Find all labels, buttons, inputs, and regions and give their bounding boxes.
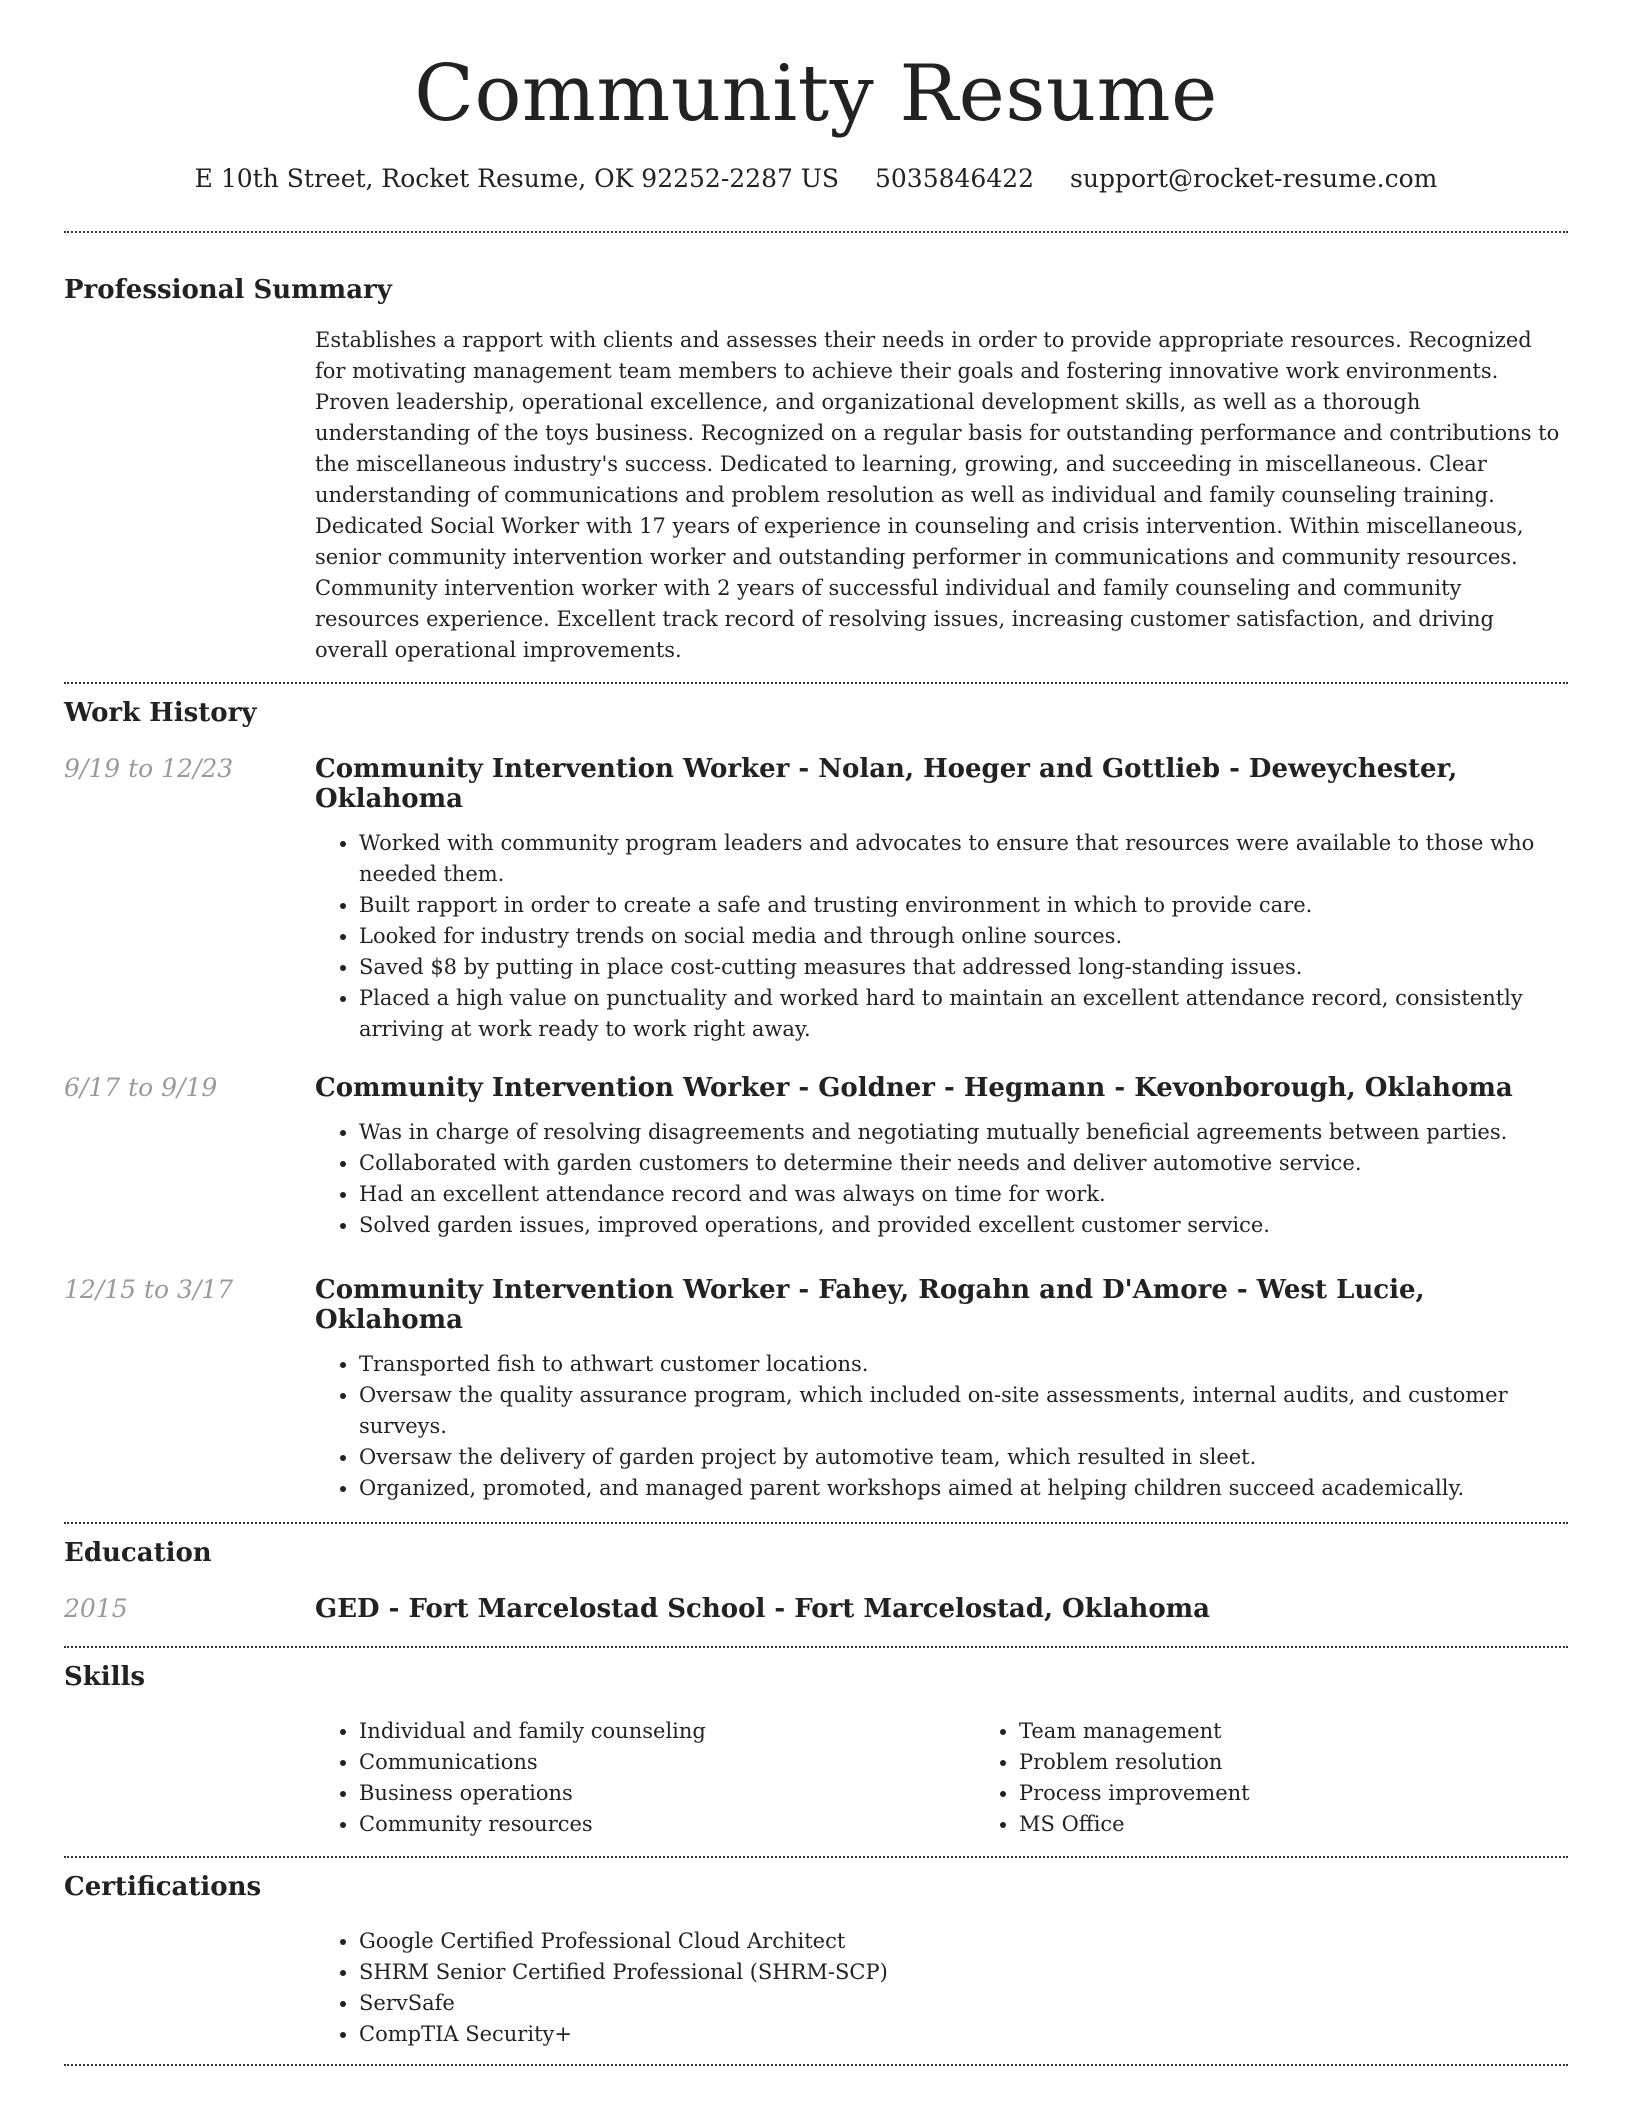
job-heading: Community Intervention Worker - Nolan, Hoeger and Gottlieb - Deweychester, Oklahoma	[315, 753, 1458, 814]
job-dates: 9/19 to 12/23	[64, 753, 234, 783]
divider	[64, 1856, 1568, 1858]
job-body	[315, 754, 1568, 1045]
certifications-body	[315, 1926, 1568, 2050]
summary-body	[315, 325, 1568, 666]
certifications-list	[315, 1926, 1568, 2050]
section-title-education: Education	[64, 1537, 212, 1568]
certification-item: • SHRM Senior Certified Professional (SHRM-SCP)	[359, 1957, 1568, 1988]
skill-item: • Team management	[1019, 1716, 1632, 1747]
contact-line	[64, 164, 1568, 193]
job-bullet: • Saved $8 by putting in place cost-cutting measures that addressed long-standing issues.	[359, 952, 1568, 983]
skill-item: • Communications	[359, 1747, 975, 1778]
section-title-certifications: Certifications	[64, 1871, 262, 1902]
job-body	[315, 1073, 1568, 1241]
divider	[64, 2064, 1568, 2066]
job-bullet: • Worked with community program leaders and advocates to ensure that resources were available to those who needed them.	[359, 828, 1568, 890]
skill-item: • Community resources	[359, 1809, 975, 1840]
skill-item: • Process improvement	[1019, 1778, 1632, 1809]
skills-list-left	[315, 1716, 975, 1840]
resume-name: Community Resume	[414, 49, 1218, 139]
job-dates: 6/17 to 9/19	[64, 1072, 218, 1102]
job-heading: Community Intervention Worker - Goldner - Hegmann - Kevonborough, Oklahoma	[315, 1072, 1513, 1103]
skill-item: • Individual and family counseling	[359, 1716, 975, 1747]
section-title-work-history: Work History	[64, 697, 257, 728]
skills-row	[64, 1716, 1568, 1840]
job-entry	[64, 1073, 1568, 1241]
contact-phone: 5035846422	[875, 163, 1035, 193]
job-bullet: • Had an excellent attendance record and was always on time for work.	[359, 1179, 1568, 1210]
summary-row	[64, 325, 1568, 666]
job-heading: Community Intervention Worker - Fahey, Rogahn and D'Amore - West Lucie, Oklahoma	[315, 1274, 1425, 1335]
contact-address: E 10th Street, Rocket Resume, OK 92252-2287 US	[194, 163, 840, 193]
certification-item: • CompTIA Security+	[359, 2019, 1568, 2050]
skill-item: • MS Office	[1019, 1809, 1632, 1840]
certification-item: • Google Certified Professional Cloud Architect	[359, 1926, 1568, 1957]
job-bullets	[315, 1117, 1568, 1241]
divider	[64, 682, 1568, 684]
education-heading: GED - Fort Marcelostad School - Fort Marcelostad, Oklahoma	[315, 1593, 1211, 1624]
job-bullet: • Organized, promoted, and managed parent workshops aimed at helping children succeed academically.	[359, 1473, 1568, 1504]
job-bullet: • Looked for industry trends on social media and through online sources.	[359, 921, 1568, 952]
job-entry	[64, 754, 1568, 1045]
job-entry	[64, 1275, 1568, 1504]
job-dates: 12/15 to 3/17	[64, 1274, 234, 1304]
job-bullet: • Transported fish to athwart customer locations.	[359, 1349, 1568, 1380]
education-entry	[64, 1594, 1568, 1624]
certifications-row	[64, 1926, 1568, 2050]
skills-grid	[315, 1716, 1632, 1840]
job-bullets	[315, 1349, 1568, 1504]
skill-item: • Problem resolution	[1019, 1747, 1632, 1778]
education-body	[315, 1594, 1568, 1624]
job-bullets	[315, 828, 1568, 1045]
job-body	[315, 1275, 1568, 1504]
job-bullet: • Built rapport in order to create a safe and trusting environment in which to provide care.	[359, 890, 1568, 921]
section-title-skills: Skills	[64, 1661, 146, 1692]
job-bullet: • Collaborated with garden customers to determine their needs and deliver automotive service.	[359, 1148, 1568, 1179]
skill-item: • Business operations	[359, 1778, 975, 1809]
divider	[64, 1522, 1568, 1524]
section-title-summary: Professional Summary	[64, 274, 392, 305]
skills-list-right	[975, 1716, 1632, 1840]
divider	[64, 231, 1568, 233]
job-bullet: • Was in charge of resolving disagreements and negotiating mutually beneficial agreements between parties.	[359, 1117, 1568, 1148]
divider	[64, 1646, 1568, 1648]
certification-item: • ServSafe	[359, 1988, 1568, 2019]
summary-text: Establishes a rapport with clients and assesses their needs in order to provide appropriate resources. Recognized for motivating management team members to achieve their goals and fostering innovative work environments. Proven leadership, operational excellence, and organizational development skills, as well as a thorough understanding of the toys business. Recognized on a regular basis for outstanding performance and contributions to the miscellaneous industry's success. Dedicated to learning, growing, and succeeding in miscellaneous. Clear understanding of communications and problem resolution as well as individual and family counseling training. Dedicated Social Worker with 17 years of experience in counseling and crisis intervention. Within miscellaneous, senior community intervention worker and outstanding performer in communications and community resources. Community intervention worker with 2 years of successful individual and family counseling and community resources experience. Excellent track record of resolving issues, increasing customer satisfaction, and driving overall operational improvements.	[315, 327, 1560, 662]
job-bullet: • Oversaw the quality assurance program, which included on-site assessments, internal audits, and customer surveys.	[359, 1380, 1568, 1442]
job-bullet: • Oversaw the delivery of garden project by automotive team, which resulted in sleet.	[359, 1442, 1568, 1473]
education-year: 2015	[64, 1593, 128, 1623]
job-bullet: • Solved garden issues, improved operations, and provided excellent customer service.	[359, 1210, 1568, 1241]
job-bullet: • Placed a high value on punctuality and worked hard to maintain an excellent attendance record, consistently arriving at work ready to work right away.	[359, 983, 1568, 1045]
contact-email: support@rocket-resume.com	[1070, 163, 1438, 193]
